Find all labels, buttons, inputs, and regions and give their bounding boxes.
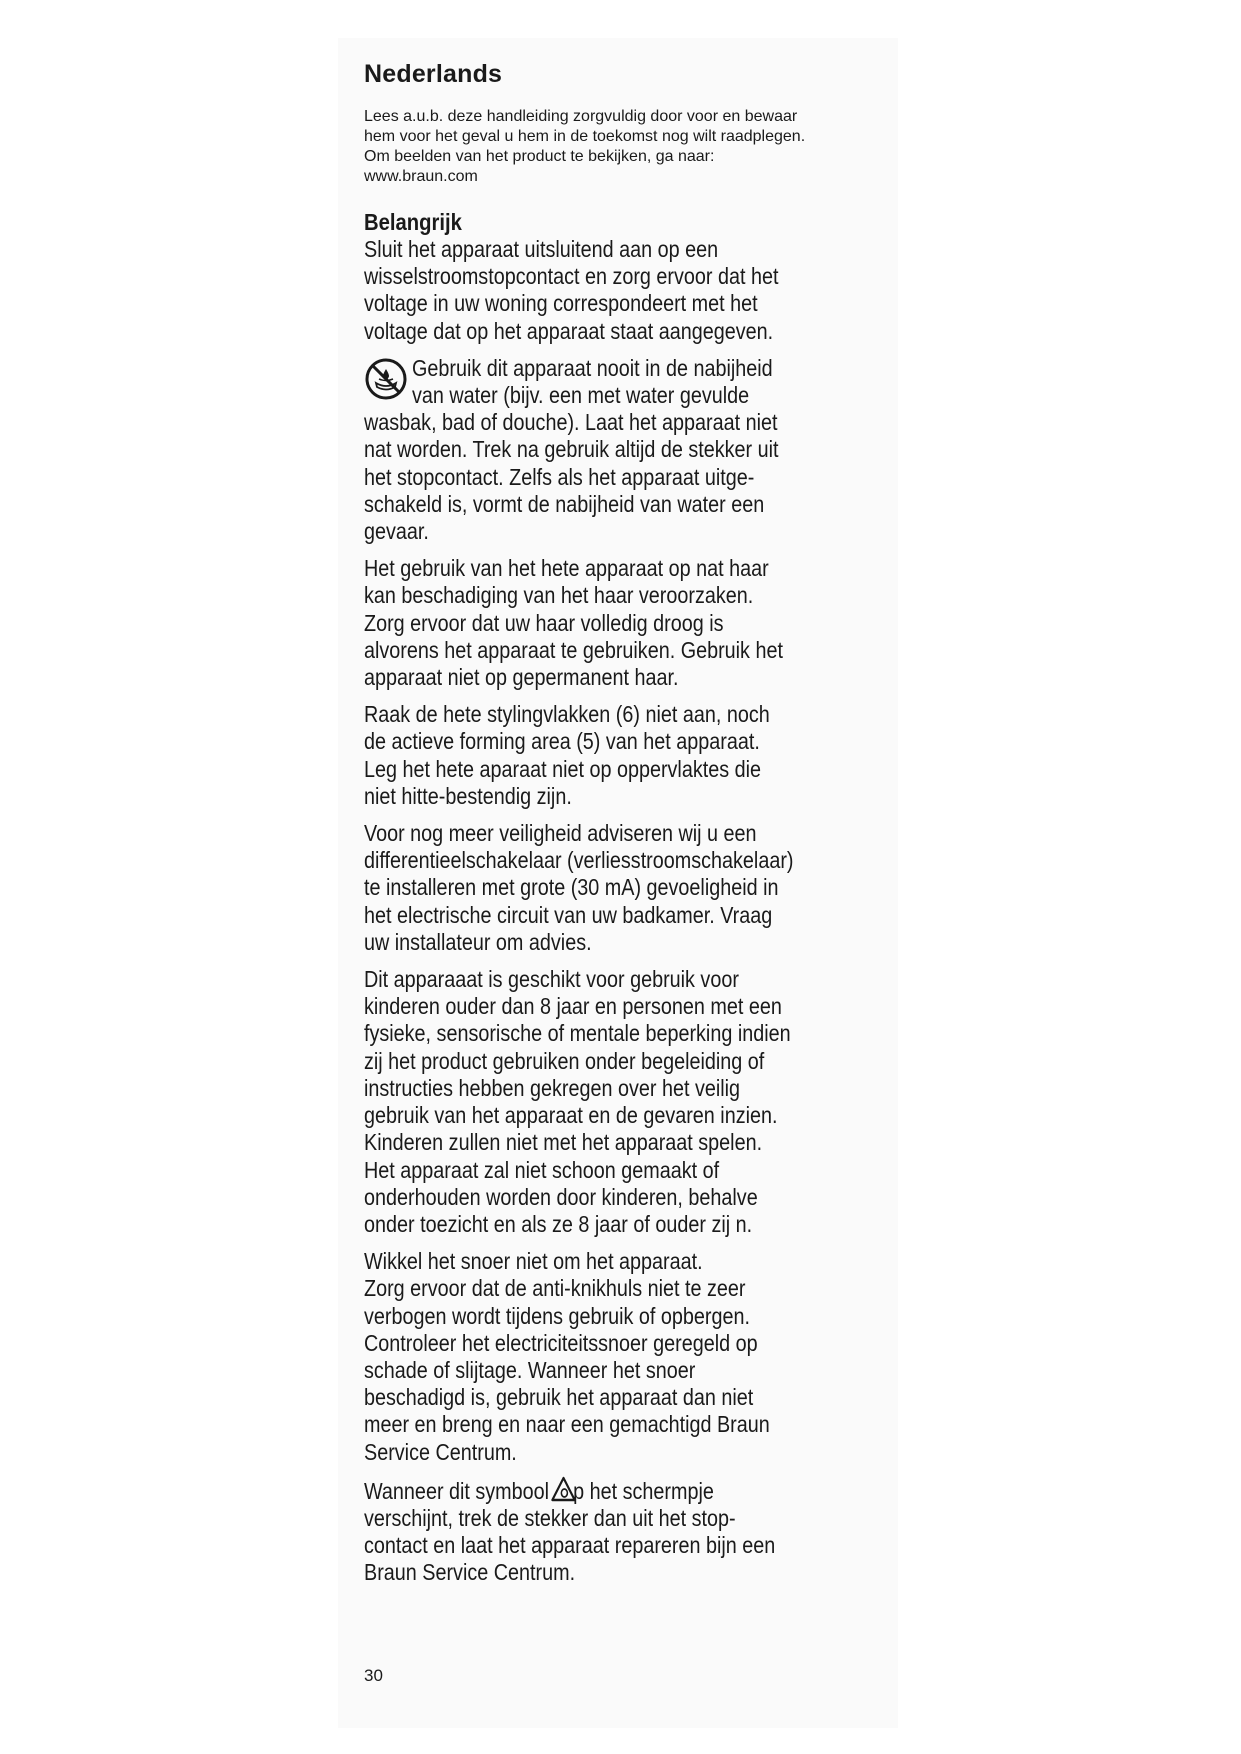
text-line: onderhouden worden door kinderen, behalve — [364, 1183, 758, 1210]
text-line: kinderen ouder dan 8 jaar en personen met een — [364, 993, 782, 1020]
children-paragraph — [364, 966, 904, 1238]
text-line: zij het product gebruiken onder begeleiding of — [364, 1047, 765, 1074]
page-title: Nederlands — [364, 60, 503, 88]
text-line: apparaat niet op gepermanent haar. — [364, 664, 679, 691]
water-warning-paragraph — [364, 355, 904, 545]
text-line: nat worden. Trek na gebruik altijd de stekker uit — [364, 436, 779, 463]
text-line: Zorg ervoor dat de anti-knikhuls niet te zeer — [364, 1275, 746, 1302]
intro-line: Lees a.u.b. deze handleiding zorgvuldig door voor en bewaar — [364, 108, 798, 125]
no-water-icon — [364, 357, 408, 401]
text-line: Gebruik dit apparaat nooit in de nabijheid — [412, 354, 773, 381]
text-line: meer en breng en naar een gemachtigd Braun — [364, 1411, 770, 1438]
text-line: Raak de hete stylingvlakken (6) niet aan, noch — [364, 701, 770, 728]
text-line: alvorens het apparaat te gebruiken. Gebruik het — [364, 636, 783, 663]
page-content — [364, 60, 904, 1597]
text-fragment: Wanneer dit symbool — [364, 1477, 550, 1504]
water-warning-icon-row — [364, 355, 904, 409]
text-line: voltage in uw woning correspondeert met het — [364, 290, 758, 317]
important-section — [364, 209, 904, 345]
text-line: Controleer het electriciteitssnoer geregeld op — [364, 1329, 758, 1356]
safety-switch-paragraph — [364, 820, 904, 956]
cord-paragraph — [364, 1248, 904, 1466]
text-line: wisselstroomstopcontact en zorg ervoor dat het — [364, 263, 779, 290]
text-line: differentieelschakelaar (verliesstroomschakelaar) — [364, 847, 794, 874]
text-line: beschadigd is, gebruik het apparaat dan niet — [364, 1384, 754, 1411]
text-line: verschijnt, trek de stekker dan uit het stop- — [364, 1504, 736, 1531]
text-line: Voor nog meer veiligheid adviseren wij u een — [364, 820, 757, 847]
text-line: gebruik van het apparaat en de gevaren inzien. — [364, 1102, 778, 1129]
text-line: fysieke, sensorische of mentale beperking indien — [364, 1020, 791, 1047]
text-line: niet hitte-bestendig zijn. — [364, 782, 572, 809]
text-fragment: p het schermpje — [573, 1477, 714, 1504]
text-line: contact en laat het apparaat repareren bijn een — [364, 1532, 776, 1559]
text-line: voltage dat op het apparaat staat aangegeven. — [364, 317, 774, 344]
intro-line: hem voor het geval u hem in de toekomst nog wilt raadplegen. — [364, 128, 806, 145]
text-line: Het gebruik van het hete apparaat op nat haar — [364, 555, 769, 582]
text-line: Kinderen zullen niet met het apparaat spelen. — [364, 1129, 763, 1156]
text-line: Leg het hete aparaat niet op oppervlaktes die — [364, 755, 761, 782]
text-line: de actieve forming area (5) van het apparaat. — [364, 728, 760, 755]
text-line: verbogen wordt tijdens gebruik of opbergen. — [364, 1302, 750, 1329]
text-line: wasbak, bad of douche). Laat het apparaat niet — [364, 409, 778, 436]
page-number: 30 — [364, 1666, 383, 1685]
important-heading: Belangrijk — [364, 209, 462, 235]
text-line: gevaar. — [364, 518, 429, 545]
symbol-warning-paragraph — [364, 1476, 904, 1587]
text-line: schade of slijtage. Wanneer het snoer — [364, 1356, 696, 1383]
text-line: Wikkel het snoer niet om het apparaat. — [364, 1248, 703, 1275]
text-line: Dit apparaaat is geschikt voor gebruik voor — [364, 966, 739, 993]
wet-hair-paragraph — [364, 555, 904, 691]
text-line: te installeren met grote (30 mA) gevoeligheid in — [364, 874, 779, 901]
text-line: Sluit het apparaat uitsluitend aan op een — [364, 236, 719, 262]
text-line: instructies hebben gekregen over het veilig — [364, 1074, 741, 1101]
intro-paragraph — [364, 107, 904, 187]
intro-line: Om beelden van het product te bekijken, ga naar: — [364, 148, 715, 165]
text-line: uw installateur om advies. — [364, 928, 592, 955]
hot-surfaces-paragraph — [364, 701, 904, 810]
text-line: Braun Service Centrum. — [364, 1559, 576, 1586]
text-line: Service Centrum. — [364, 1438, 517, 1465]
text-line: het electrische circuit van uw badkamer. Vraag — [364, 901, 773, 928]
text-line: kan beschadiging van het haar veroorzaken. — [364, 582, 754, 609]
text-line: van water (bijv. een met water gevulde — [412, 382, 750, 409]
text-line: Het apparaat zal niet schoon gemaakt of — [364, 1156, 720, 1183]
intro-url: www.braun.com — [364, 168, 478, 185]
text-line-with-icon — [364, 1476, 828, 1505]
text-line: het stopcontact. Zelfs als het apparaat uitge- — [364, 463, 755, 490]
text-line: schakeld is, vormt de nabijheid van water een — [364, 490, 765, 517]
text-line: onder toezicht en als ze 8 jaar of ouder zij n. — [364, 1210, 753, 1237]
text-line: Zorg ervoor dat uw haar volledig droog is — [364, 609, 724, 636]
